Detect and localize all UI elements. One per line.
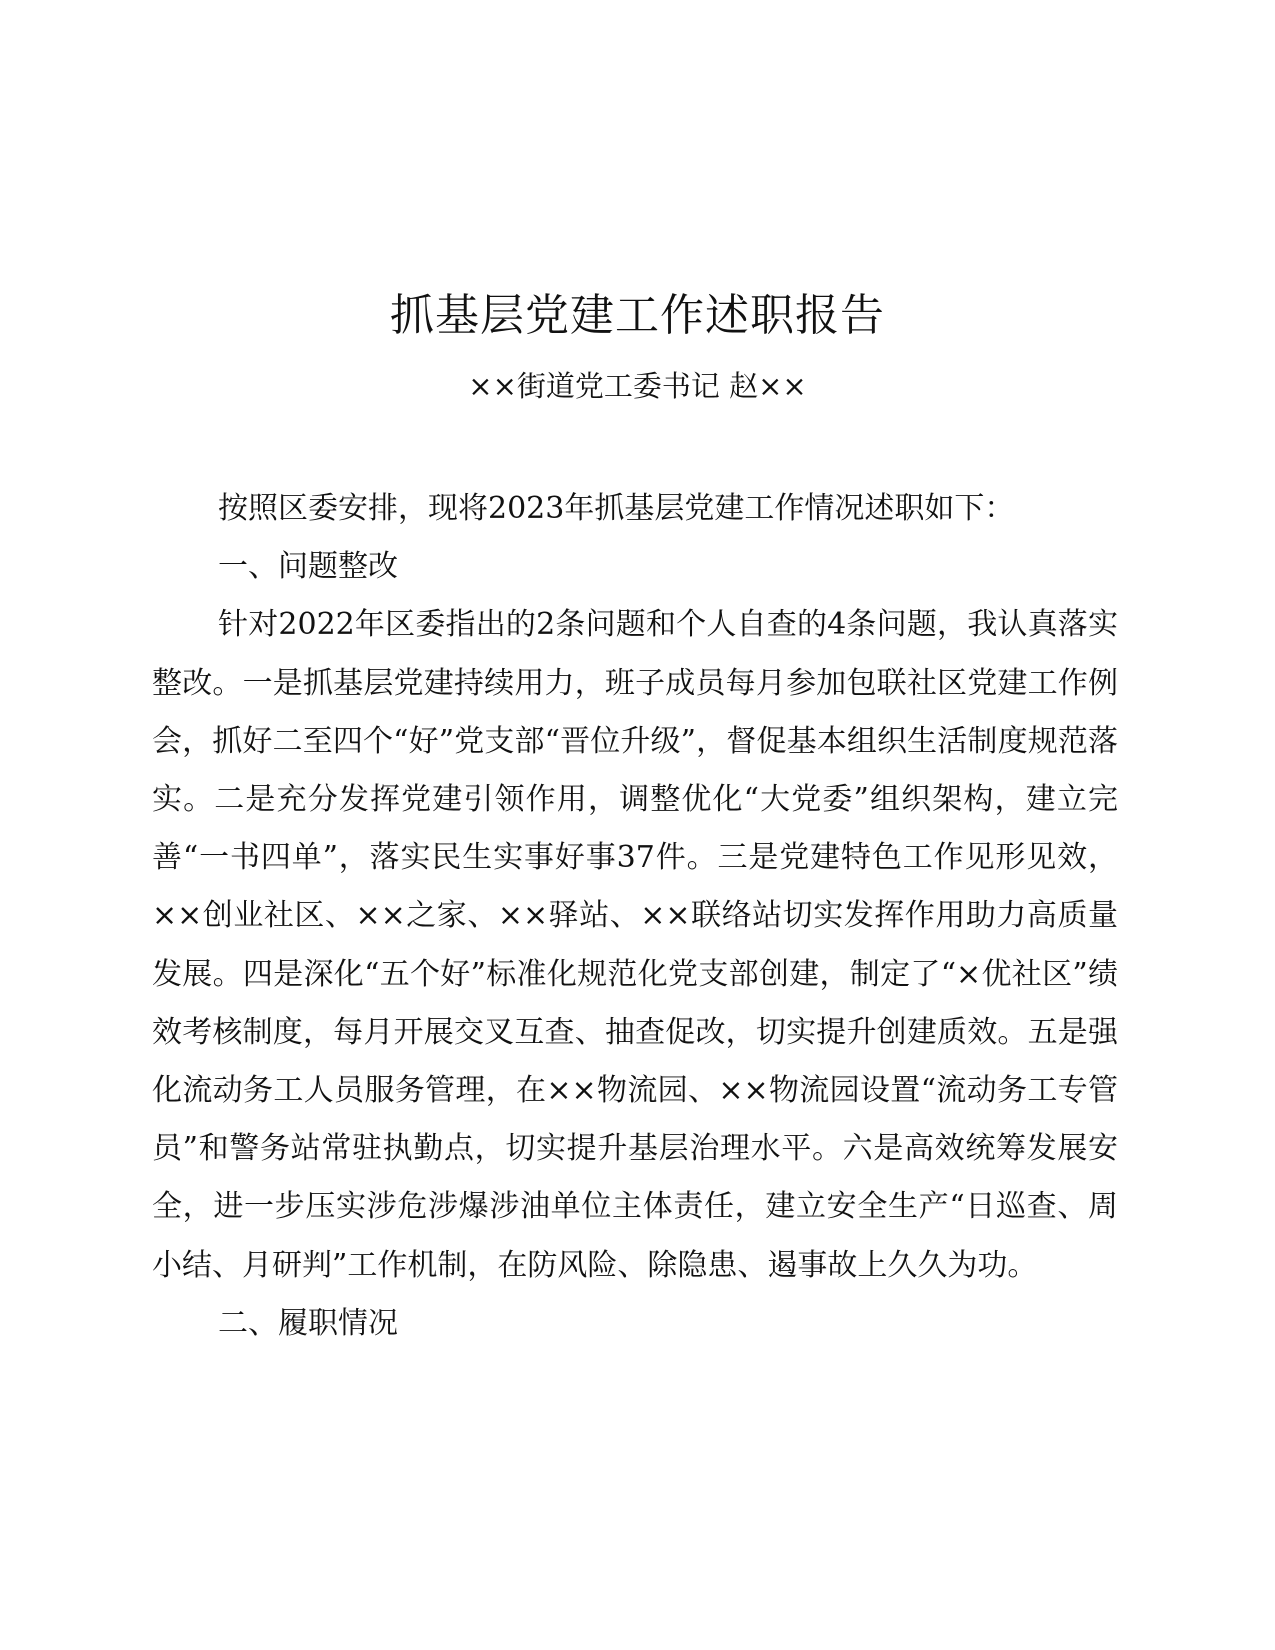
- intro-paragraph: 按照区委安排，现将2023年抓基层党建工作情况述职如下：: [218, 491, 1015, 526]
- document-body: [152, 480, 1118, 1353]
- rectification-paragraph: 针对2022年区委指出的2条问题和个人自查的4条问题，我认真落实整改。一是抓基层党建持续用力，班子成员每月参加包联社区党建工作例会，抓好二至四个“好”党支部“晋位升级”，督促基本组织生活制度规范落实。二是充分发挥党建引领作用，调整优化“大党委”组织架构，建立完善“一书四单”，落实民生实事好事37件。三是党建特色工作见形见效，××创业社区、××之家、××驿站、××联络站切实发挥作用助力高质量发展。四是深化“五个好”标准化规范化党支部创建，制定了“×优社区”绩效考核制度，每月开展交叉互查、抽查促改，切实提升创建质效。五是强化流动务工人员服务管理，在××物流园、××物流园设置“流动务工专管员”和警务站常驻执勤点，切实提升基层治理水平。六是高效统筹发展安全，进一步压实涉危涉爆涉油单位主体责任，建立安全生产“日巡查、周小结、月研判”工作机制，在防风险、除隐患、遏事故上久久为功。: [152, 607, 1118, 1283]
- document-title: 抓基层党建工作述职报告: [390, 290, 885, 341]
- section-heading-duty-performance: 二、履职情况: [218, 1305, 398, 1341]
- document-author: ××街道党工委书记 赵××: [468, 369, 807, 403]
- section-heading-problem-rectification: 一、问题整改: [218, 549, 398, 585]
